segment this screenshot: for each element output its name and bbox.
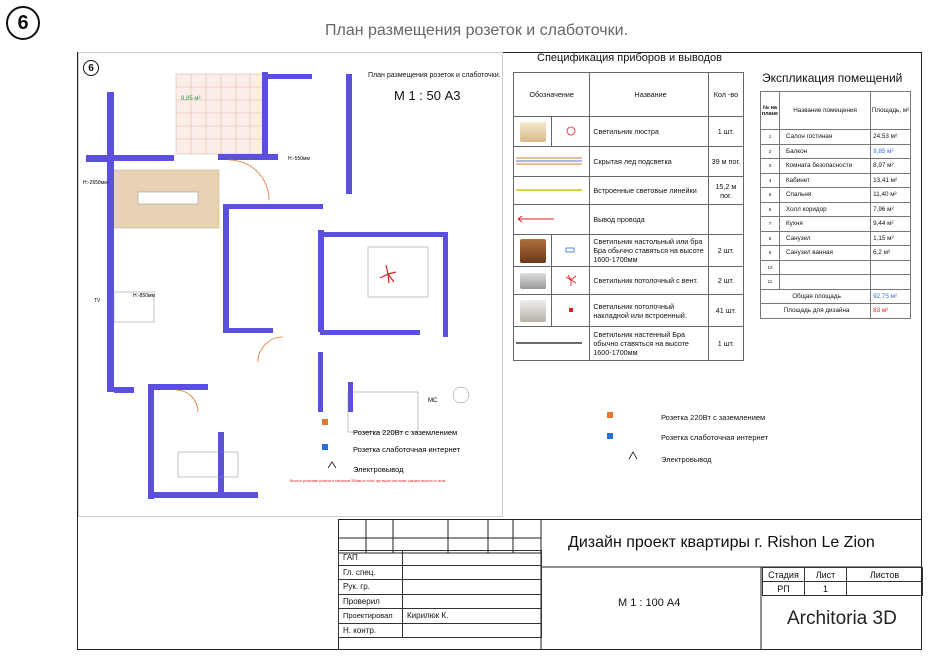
spec-row <box>514 267 744 295</box>
legend2-socket: Розетка 220Вт с заземлением <box>661 413 766 422</box>
spec-header-qty: Кол -во <box>713 90 739 99</box>
plan-subtitle: План размещения розеток и слаботочки. <box>368 72 501 79</box>
spec-table <box>513 72 744 361</box>
table-row: 10 <box>761 260 911 275</box>
spec-row <box>514 295 744 327</box>
legend2-lowcurrent: Розетка слаботочная интернет <box>661 433 769 442</box>
role-cell: ГАП <box>339 551 403 566</box>
table-row: 1 Салон гостиная 24,53 м² <box>761 130 911 145</box>
expl-header-name: Название помещения <box>779 92 870 130</box>
designer-name: Кирилюк К. <box>403 609 542 624</box>
plan-legend-lowcurrent: Розетка слаботочная интернет <box>353 445 461 454</box>
spec-name: Светильник потолочный с вент. <box>590 267 709 295</box>
dining-table <box>138 192 198 204</box>
socket-icon <box>322 419 328 425</box>
led-strip-icon <box>514 155 584 167</box>
spec-row <box>514 147 744 177</box>
spec-qty: 2 шт. <box>708 235 743 267</box>
room-details <box>114 247 469 477</box>
downlight-thumb <box>520 300 546 322</box>
table-row: 6 Холл коридор 7,96 м² <box>761 202 911 217</box>
spec-name: Вывод провода <box>590 205 709 235</box>
spec-qty: 39 м пог. <box>708 147 743 177</box>
sconce-icon <box>564 246 578 254</box>
spec-name: Скрытая лед подсветка <box>590 147 709 177</box>
table-row: 7 Кухня 9,44 м² <box>761 217 911 232</box>
mc-label: MC <box>428 398 438 404</box>
spec-row <box>514 205 744 235</box>
expl-header-area: Площадь, м² <box>871 92 911 130</box>
ceiling-fan-thumb <box>520 273 546 289</box>
ceiling-fan-icon <box>564 273 578 287</box>
legend2-icons <box>605 407 665 467</box>
plan-legend-electro: Электровывод <box>353 465 404 474</box>
roles-table <box>338 550 542 638</box>
spec-name: Светильник люстра <box>590 117 709 147</box>
spec-title: Спецификация приборов и выводов <box>537 52 722 64</box>
page-number-circle <box>6 6 40 40</box>
plan-legend-socket: Розетка 220Вт с заземлением <box>353 428 458 437</box>
spec-name: Встроенные световые линейки <box>590 177 709 205</box>
role-cell: Проверил <box>339 594 403 609</box>
plan-number: 6 <box>83 60 99 76</box>
spec-header-symbol: Обозначение <box>529 90 574 99</box>
table-row: 5 Спальня 11,40 м² <box>761 188 911 203</box>
electro-icon <box>328 462 336 468</box>
wire-output-icon <box>514 215 584 223</box>
table-row: 8 Санузел 1,15 м² <box>761 231 911 246</box>
plan-legend <box>322 419 336 468</box>
expl-header-number: № на плане <box>761 92 780 130</box>
spec-row <box>514 177 744 205</box>
height-label-550: H:-550мм <box>288 156 310 162</box>
role-cell: Н. контр. <box>339 623 403 638</box>
design-row: Площадь для дизайна 83 м² <box>761 304 911 319</box>
plan-note: Высота установки розеток в основном 300мм от пола, где выше или ниже, указано высота от пола <box>290 479 446 483</box>
page-title: План размещения розеток и слаботочки. <box>325 22 629 39</box>
table-row: 2 Балкон 9,85 м² <box>761 144 911 159</box>
spec-name: Светильник потолочный накладной или встроенный. <box>590 295 709 327</box>
explication-table <box>760 91 911 319</box>
spec-row <box>514 327 744 361</box>
table-row: 9 Санузел ванная 6,2 м² <box>761 246 911 261</box>
page-number: 6 <box>17 11 29 34</box>
spec-qty: 41 шт. <box>708 295 743 327</box>
project-title: Дизайн проект квартиры г. Rishon Le Zion <box>568 534 875 551</box>
spec-qty: 15,2 м пог. <box>708 177 743 205</box>
light-line-icon <box>514 186 584 194</box>
socket-icon <box>607 412 613 418</box>
electro-icon <box>629 452 637 459</box>
chandelier-thumb <box>520 122 546 142</box>
table-row: 3 Комната безопасности 8,97 м² <box>761 159 911 174</box>
table-row: 4 Кабинет 13,41 м² <box>761 173 911 188</box>
height-label-850: H:-850мм <box>133 293 155 299</box>
lowcurrent-icon <box>607 433 613 439</box>
balcony-tiles <box>176 74 263 154</box>
role-cell: Гл. спец. <box>339 565 403 580</box>
spec-header-name: Название <box>634 90 667 99</box>
spec-qty <box>708 205 743 235</box>
table-row: 11 <box>761 275 911 290</box>
floor-plan-drawing <box>78 52 503 517</box>
spec-row <box>514 235 744 267</box>
tv-label: TV <box>94 298 101 304</box>
lowcurrent-icon <box>322 444 328 450</box>
explication-title: Экспликация помещений <box>762 71 903 85</box>
total-row: Общая площадь 92,75 м² <box>761 289 911 304</box>
role-cell: Рук. гр. <box>339 580 403 595</box>
legend2-electro: Электровывод <box>661 455 712 464</box>
wall-lamp-icon <box>514 339 584 347</box>
spec-name: Светильник настенный Бра обычно ставяться на высоте 1600-1700мм <box>590 327 709 361</box>
chandelier-icon <box>565 125 577 137</box>
stage-table: Стадия Лист Листов РП 1 <box>762 567 923 596</box>
titleblock-scale: М 1 : 100 А4 <box>618 597 681 609</box>
height-label-2658: H:-2658мм <box>83 180 108 186</box>
spec-qty: 1 шт. <box>708 117 743 147</box>
spec-qty: 2 шт. <box>708 267 743 295</box>
spec-qty: 1 шт. <box>708 327 743 361</box>
ceiling-fan-symbol <box>380 265 396 283</box>
spec-row <box>514 117 744 147</box>
spec-name: Светильник настольный или бра Бра обычно ставяться на высоте 1600-1700мм <box>590 235 709 267</box>
table-lamp-thumb <box>520 239 546 263</box>
role-cell: Проектировал <box>339 609 403 624</box>
plan-scale: М 1 : 50 А3 <box>394 88 461 103</box>
downlight-icon <box>567 306 575 314</box>
brand-name: Architoria 3D <box>787 608 897 629</box>
balcony-area-label: 9,85 м² <box>181 96 201 102</box>
